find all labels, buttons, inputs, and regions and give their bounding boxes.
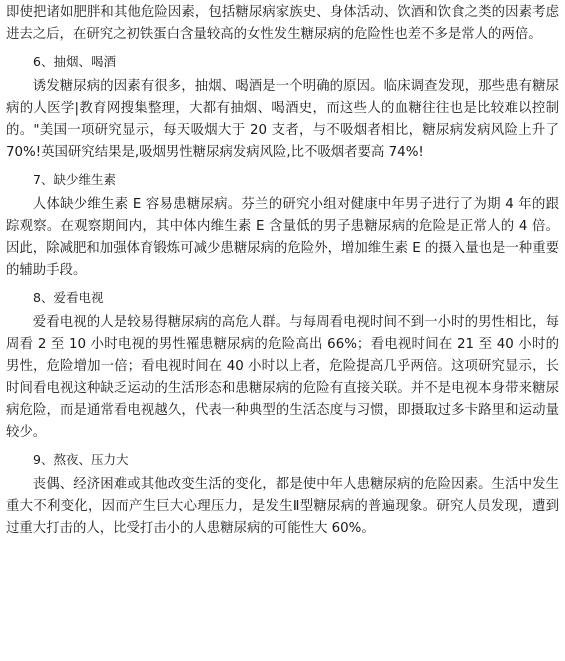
section-body: 人体缺少维生素 E 容易患糖尿病。芬兰的研究小组对健康中年男子进行了为期 4 年的跟踪观察。在观察期间内，其中体内维生素 E 含量低的男子患糖尿病的危险是正常人的 4 倍。因此，除减肥和加强体育锻炼可减少患糖尿病的危险外，增加维生素 E 的摄入量也是一种重要的辅助手段。: [6, 197, 559, 278]
section-vitamin-deficiency: [6, 167, 559, 282]
section-body: 爱看电视的人是较易得糖尿病的高危人群。与每周看电视时间不到一小时的男性相比，每周看 2 至 10 小时电视的男性罹患糖尿病的危险高出 66%；看电视时间在 21 至 40 小时的男性，危险增加一倍；看电视时间在 40 小时以上者，危险提高几乎两倍。这项研究显示，长时间看电视这种缺乏运动的生活形态和患糖尿病的危险有直接关联。并不是电视本身带来糖尿病危险，而是通常看电视越久，代表一种典型的生活态度与习惯，即摄取过多卡路里和运动量较少。: [6, 315, 559, 440]
intro-paragraph: 即使把诸如肥胖和其他危险因素，包括糖尿病家族史、身体活动、饮酒和饮食之类的因素考虑进去之后，在研究之初铁蛋白含量较高的女性发生糖尿病的危险性也差不多是常人的两倍。: [6, 5, 559, 42]
section-heading: 7、缺少维生素: [33, 172, 116, 187]
section-body: 诱发糖尿病的因素有很多，抽烟、喝酒是一个明确的原因。临床调查发现，那些患有糖尿病的人医学|教育网搜集整理，大都有抽烟、喝酒史，而这些人的血糖往往也是比较难以控制的。"美国一项研究显示，每天吸烟大于 20 支者，与不吸烟者相比，糖尿病发病风险上升了 70%!英国研究结果是,吸烟男性糖尿病发病风险,比不吸烟者要高 74%!: [6, 79, 559, 160]
section-heading: 6、抽烟、喝酒: [33, 54, 116, 69]
section-stress: [6, 447, 559, 540]
section-heading: 9、熬夜、压力大: [33, 452, 129, 467]
section-watching-tv: [6, 285, 559, 444]
section-smoking-drinking: [6, 49, 559, 164]
section-heading: 8、爱看电视: [33, 290, 104, 305]
section-body: 丧偶、经济困难或其他改变生活的变化，都是使中年人患糖尿病的危险因素。生活中发生重大不利变化，因而产生巨大心理压力，是发生Ⅱ型糖尿病的普遍现象。研究人员发现，遭到过重大打击的人，比受打击小的人患糖尿病的可能性大 60%。: [6, 477, 559, 536]
